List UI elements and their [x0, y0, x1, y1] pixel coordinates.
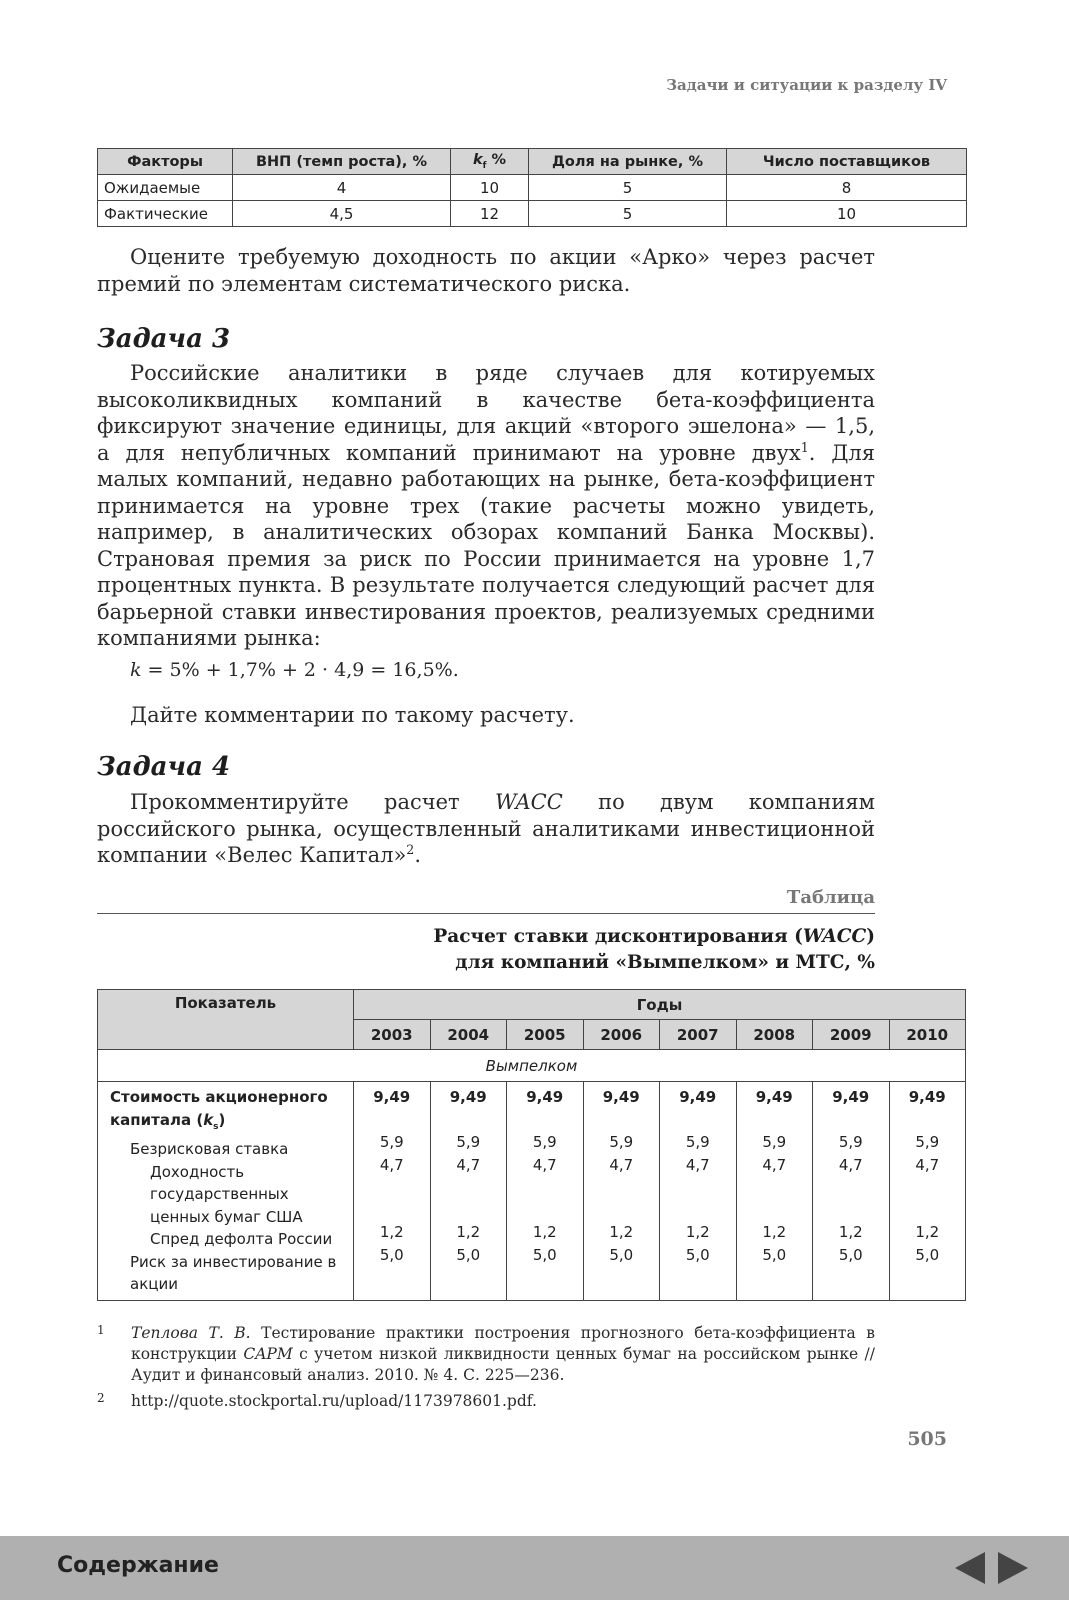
- riskfree-value: 5,9: [762, 1133, 787, 1151]
- table-row: [98, 175, 967, 201]
- equity-risk-value: 5,0: [609, 1245, 634, 1264]
- running-header: Задачи и ситуации к разделу IV: [666, 76, 947, 94]
- riskfree-label: Безрисковая ставка: [130, 1140, 289, 1158]
- equity-label-k: k: [203, 1110, 214, 1129]
- table-row: [98, 201, 967, 227]
- equity-risk-value: 5,0: [915, 1245, 940, 1264]
- task4-text-b: по двум компаниям российского рынка, осуществленный аналитиками инвестиционной компании «Велес Капитал»: [97, 790, 875, 867]
- wacc-header-row: [98, 990, 966, 1020]
- spread-value: 1,2: [915, 1223, 940, 1241]
- equity-value: 9,49: [908, 1088, 946, 1106]
- table-row: [98, 1082, 966, 1301]
- us-treasury-value: 4,7: [685, 1155, 710, 1174]
- year-header: 2009: [813, 1020, 890, 1050]
- spread-value: 1,2: [762, 1223, 787, 1241]
- equity-risk-value: 5,0: [762, 1245, 787, 1264]
- us-treasury-value: 4,7: [609, 1155, 634, 1174]
- table-cell: 4: [233, 175, 451, 201]
- table-label: Таблица: [786, 887, 875, 908]
- year-column: [813, 1082, 890, 1301]
- task3-text-b: . Для малых компаний, недавно работающих на рынке, бета-коэффициент принимается на уровне трех (такие расчеты можно увидеть, например, в аналитических обзорах компаний Банка Москвы). Страновая премия за риск по России принимается на уровне 1,7 процентных пункта. В результате получается следующий расчет для барьерной ставки инвестирования проектов, реализуемых средними компаниями рынка:: [97, 440, 875, 650]
- col-market-share: Доля на рынке, %: [529, 149, 727, 175]
- year-column: [736, 1082, 813, 1301]
- table-title-a: Расчет ставки дисконтирования (: [433, 926, 803, 947]
- footnote-text-a: Тестирование практики построения прогнозного бета-коэффициента в конструкции: [131, 1324, 875, 1363]
- equity-value: 9,49: [602, 1088, 640, 1106]
- wacc-term: WACC: [494, 790, 563, 814]
- year-header: 2005: [507, 1020, 584, 1050]
- spread-label: Спред дефолта России: [150, 1230, 333, 1248]
- table-cell: 10: [727, 201, 967, 227]
- year-column: [889, 1082, 966, 1301]
- year-header: 2007: [660, 1020, 737, 1050]
- col-gnp: ВНП (темп роста), %: [233, 149, 451, 175]
- spread-value: 1,2: [838, 1223, 863, 1241]
- year-column: [507, 1082, 584, 1301]
- task4-text-a: Прокомментируйте расчет: [130, 790, 495, 814]
- year-column: [583, 1082, 660, 1301]
- year-column: [430, 1082, 507, 1301]
- footnote-ref-2: 2: [406, 842, 415, 857]
- equity-risk-value: 5,0: [456, 1245, 481, 1264]
- formula-var: k: [130, 659, 142, 681]
- spread-value: 1,2: [532, 1223, 557, 1241]
- footnote-2: [97, 1391, 875, 1415]
- paragraph-arko: Оцените требуемую доходность по акции «Арко» через расчет премий по элементам систематического риска.: [97, 245, 875, 296]
- us-treasury-value: 4,7: [379, 1155, 404, 1174]
- kf-var: k: [472, 152, 483, 169]
- factors-table-header: [98, 149, 967, 175]
- riskfree-value: 5,9: [685, 1133, 710, 1151]
- table-cell: 5: [529, 175, 727, 201]
- equity-value: 9,49: [449, 1088, 487, 1106]
- task3-heading: Задача 3: [97, 324, 231, 354]
- indicator-labels: [98, 1082, 354, 1301]
- riskfree-value: 5,9: [838, 1133, 863, 1151]
- equity-risk-value: 5,0: [532, 1245, 557, 1264]
- year-column: [354, 1082, 431, 1301]
- table-title-line2: для компаний «Вымпелком» и МТС, %: [455, 952, 875, 973]
- equity-value: 9,49: [679, 1088, 717, 1106]
- task4-heading: Задача 4: [97, 752, 231, 782]
- year-header: 2006: [583, 1020, 660, 1050]
- us-treasury-value: 4,7: [838, 1155, 863, 1174]
- us-treasury-value: 4,7: [456, 1155, 481, 1174]
- row-label: Ожидаемые: [98, 175, 233, 201]
- equity-value: 9,49: [832, 1088, 870, 1106]
- year-header: 2003: [354, 1020, 431, 1050]
- footnote-capm: CAPM: [243, 1345, 293, 1363]
- equity-value: 9,49: [526, 1088, 564, 1106]
- footnote-text: [131, 1323, 875, 1386]
- year-header: 2008: [736, 1020, 813, 1050]
- equity-label-sub: s: [213, 1121, 219, 1132]
- riskfree-value: 5,9: [915, 1133, 940, 1151]
- factors-table: [97, 148, 967, 227]
- riskfree-value: 5,9: [532, 1133, 557, 1151]
- table-cell: 10: [451, 175, 529, 201]
- us-treasury-value: 4,7: [915, 1155, 940, 1174]
- col-kf: [451, 149, 529, 175]
- equity-label-a: Стоимость акционерного капитала (: [110, 1088, 328, 1129]
- spread-value: 1,2: [685, 1223, 710, 1241]
- us-treasury-value: 4,7: [532, 1155, 557, 1174]
- row-label: Фактические: [98, 201, 233, 227]
- riskfree-value: 5,9: [379, 1133, 404, 1151]
- table-rule: [97, 913, 875, 914]
- table-title: [315, 924, 875, 976]
- task4-text-end: .: [414, 843, 421, 867]
- kf-sub: f: [482, 160, 487, 171]
- next-page-icon[interactable]: [998, 1552, 1028, 1584]
- footnote-ref-1: 1: [800, 439, 809, 455]
- year-header: 2010: [889, 1020, 966, 1050]
- year-column: [660, 1082, 737, 1301]
- col-suppliers: Число поставщиков: [727, 149, 967, 175]
- col-years: Годы: [354, 990, 966, 1020]
- year-header: 2004: [430, 1020, 507, 1050]
- formula: [130, 659, 459, 681]
- equity-label: [110, 1086, 347, 1138]
- col-factors: Факторы: [98, 149, 233, 175]
- section-label: Вымпелком: [98, 1050, 966, 1082]
- us-treasury-label: Доходность государственных ценных бумаг США: [150, 1162, 303, 1226]
- table-title-b: ): [866, 926, 875, 947]
- task3-text-a: Российские аналитики в ряде случаев для котируемых высоколиквидных компаний в качестве бета-коэффициента фиксируют значение единицы, для акций «второго эшелона» — 1,5, а для непубличных компаний принимают на уровне двух: [97, 361, 875, 465]
- task4-paragraph: [97, 789, 875, 869]
- page-number: 505: [907, 1428, 947, 1450]
- footnote-number: 1: [97, 1323, 105, 1337]
- equity-value: 9,49: [373, 1088, 411, 1106]
- footnote-number: 2: [97, 1391, 105, 1405]
- spread-value: 1,2: [609, 1223, 634, 1241]
- us-treasury-value: 4,7: [762, 1155, 787, 1174]
- footnote-text-b: с учетом низкой ликвидности ценных бумаг на российском рынке // Аудит и финансовый анализ. 2010. № 4. С. 225—236.: [131, 1345, 875, 1384]
- table-cell: 8: [727, 175, 967, 201]
- table-cell: 12: [451, 201, 529, 227]
- footnote-link[interactable]: http://quote.stockportal.ru/upload/1173978601.pdf.: [131, 1392, 537, 1410]
- footnote-author: Теплова Т. В.: [131, 1324, 251, 1342]
- prev-page-icon[interactable]: [955, 1552, 985, 1584]
- footnote-1: [97, 1323, 875, 1389]
- table-title-wacc: WACC: [802, 926, 867, 947]
- equity-value: 9,49: [755, 1088, 793, 1106]
- equity-risk-value: 5,0: [379, 1245, 404, 1264]
- riskfree-value: 5,9: [609, 1133, 634, 1151]
- formula-expression: = 5% + 1,7% + 2 · 4,9 = 16,5%.: [141, 659, 459, 681]
- contents-button[interactable]: Содержание: [57, 1553, 219, 1578]
- equity-risk-value: 5,0: [685, 1245, 710, 1264]
- spread-value: 1,2: [456, 1223, 481, 1241]
- col-indicator: Показатель: [98, 990, 354, 1050]
- section-row: [98, 1050, 966, 1082]
- table-cell: 4,5: [233, 201, 451, 227]
- equity-risk-label: Риск за инвестирование в акции: [130, 1252, 337, 1293]
- table-cell: 5: [529, 201, 727, 227]
- kf-unit: %: [486, 152, 506, 169]
- equity-risk-value: 5,0: [838, 1245, 863, 1264]
- equity-label-b: ): [218, 1110, 226, 1129]
- task3-comment: Дайте комментарии по такому расчету.: [130, 703, 575, 727]
- task3-paragraph: [97, 360, 875, 652]
- spread-value: 1,2: [379, 1223, 404, 1241]
- riskfree-value: 5,9: [456, 1133, 481, 1151]
- wacc-table: [97, 989, 966, 1301]
